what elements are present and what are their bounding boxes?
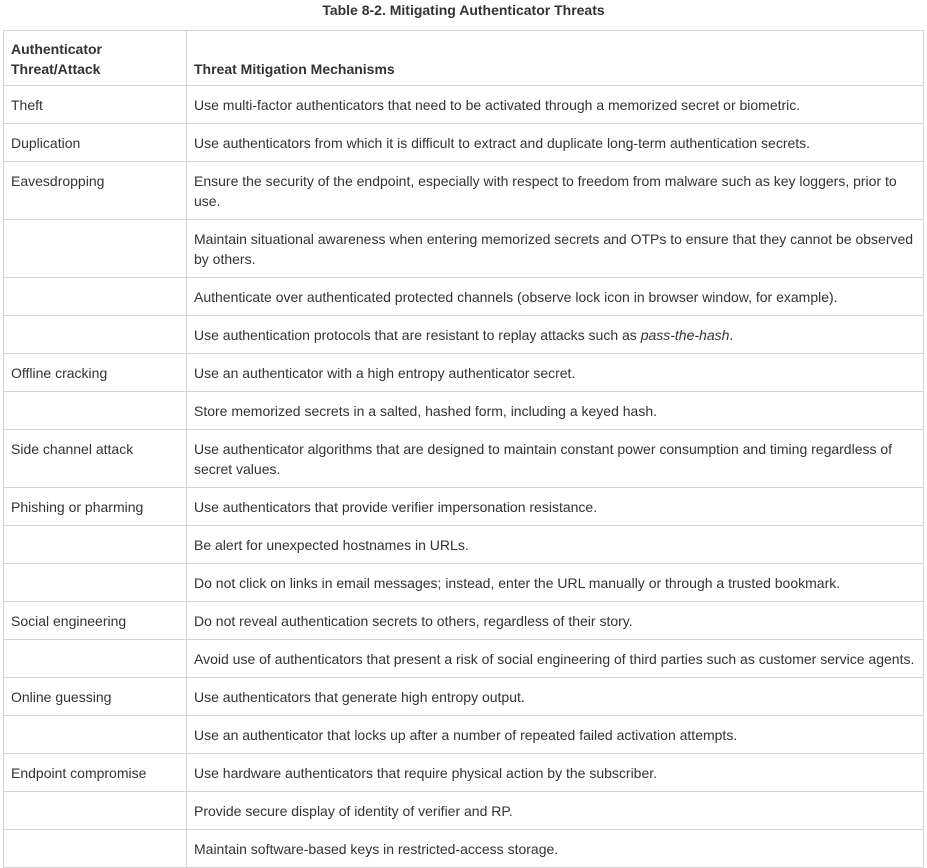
threat-cell: Offline cracking	[4, 354, 187, 392]
threat-cell: Eavesdropping	[4, 162, 187, 220]
mitigation-cell: Use an authenticator with a high entropy authenticator secret.	[187, 354, 924, 392]
mitigation-cell: Provide secure display of identity of verifier and RP.	[187, 792, 924, 830]
table-row	[4, 162, 924, 220]
threat-cell	[4, 392, 187, 430]
threat-cell: Side channel attack	[4, 430, 187, 488]
mitigation-cell: Use authenticator algorithms that are designed to maintain constant power consumption and timing regardless of secret values.	[187, 430, 924, 488]
header-threat: Authenticator Threat/Attack	[4, 31, 187, 86]
threat-cell	[4, 716, 187, 754]
table-row	[4, 124, 924, 162]
table-caption: Table 8-2. Mitigating Authenticator Threats	[322, 2, 605, 18]
table-row	[4, 602, 924, 640]
mitigation-cell	[187, 316, 924, 354]
mitigation-cell: Do not reveal authentication secrets to others, regardless of their story.	[187, 602, 924, 640]
mitigation-cell: Ensure the security of the endpoint, especially with respect to freedom from malware such as key loggers, prior to use.	[187, 162, 924, 220]
table-row	[4, 354, 924, 392]
mitigation-cell: Maintain software-based keys in restricted-access storage.	[187, 830, 924, 868]
threat-cell: Duplication	[4, 124, 187, 162]
threat-cell	[4, 278, 187, 316]
threat-cell	[4, 316, 187, 354]
table-header-row	[4, 31, 924, 86]
mitigation-cell: Avoid use of authenticators that present a risk of social engineering of third parties such as customer service agents.	[187, 640, 924, 678]
header-mitigation: Threat Mitigation Mechanisms	[187, 31, 924, 86]
mitigation-cell: Use multi-factor authenticators that need to be activated through a memorized secret or biometric.	[187, 86, 924, 124]
mitigation-cell: Maintain situational awareness when entering memorized secrets and OTPs to ensure that they cannot be observed by others.	[187, 220, 924, 278]
table-row	[4, 716, 924, 754]
mitigation-text-end: .	[729, 327, 734, 343]
threat-cell	[4, 830, 187, 868]
threat-cell	[4, 564, 187, 602]
threat-cell: Social engineering	[4, 602, 187, 640]
threat-cell: Phishing or pharming	[4, 488, 187, 526]
threat-cell	[4, 220, 187, 278]
table-row	[4, 316, 924, 354]
mitigation-cell: Use hardware authenticators that require physical action by the subscriber.	[187, 754, 924, 792]
table-row	[4, 86, 924, 124]
threat-cell: Endpoint compromise	[4, 754, 187, 792]
table-row	[4, 526, 924, 564]
mitigation-cell: Be alert for unexpected hostnames in URLs.	[187, 526, 924, 564]
mitigation-cell: Do not click on links in email messages; instead, enter the URL manually or through a trusted bookmark.	[187, 564, 924, 602]
threat-cell: Theft	[4, 86, 187, 124]
table-row	[4, 678, 924, 716]
table-row	[4, 278, 924, 316]
table-row	[4, 488, 924, 526]
mitigation-cell: Use authenticators from which it is difficult to extract and duplicate long-term authentication secrets.	[187, 124, 924, 162]
table-row	[4, 640, 924, 678]
table-row	[4, 430, 924, 488]
table-row	[4, 564, 924, 602]
table-row	[4, 220, 924, 278]
mitigation-cell: Use authenticators that generate high entropy output.	[187, 678, 924, 716]
threat-cell: Online guessing	[4, 678, 187, 716]
threat-cell	[4, 640, 187, 678]
threat-cell	[4, 526, 187, 564]
table-row	[4, 830, 924, 868]
table-row	[4, 754, 924, 792]
table-row	[4, 792, 924, 830]
mitigation-emphasis: pass-the-hash	[640, 327, 730, 343]
mitigation-cell: Store memorized secrets in a salted, hashed form, including a keyed hash.	[187, 392, 924, 430]
threat-cell	[4, 792, 187, 830]
mitigation-cell: Use authenticators that provide verifier impersonation resistance.	[187, 488, 924, 526]
mitigation-cell: Use an authenticator that locks up after a number of repeated failed activation attempts.	[187, 716, 924, 754]
mitigation-cell: Authenticate over authenticated protected channels (observe lock icon in browser window, for example).	[187, 278, 924, 316]
mitigation-text: Use authentication protocols that are resistant to replay attacks such as	[194, 327, 641, 343]
table-row	[4, 392, 924, 430]
threat-mitigation-table	[3, 30, 924, 868]
